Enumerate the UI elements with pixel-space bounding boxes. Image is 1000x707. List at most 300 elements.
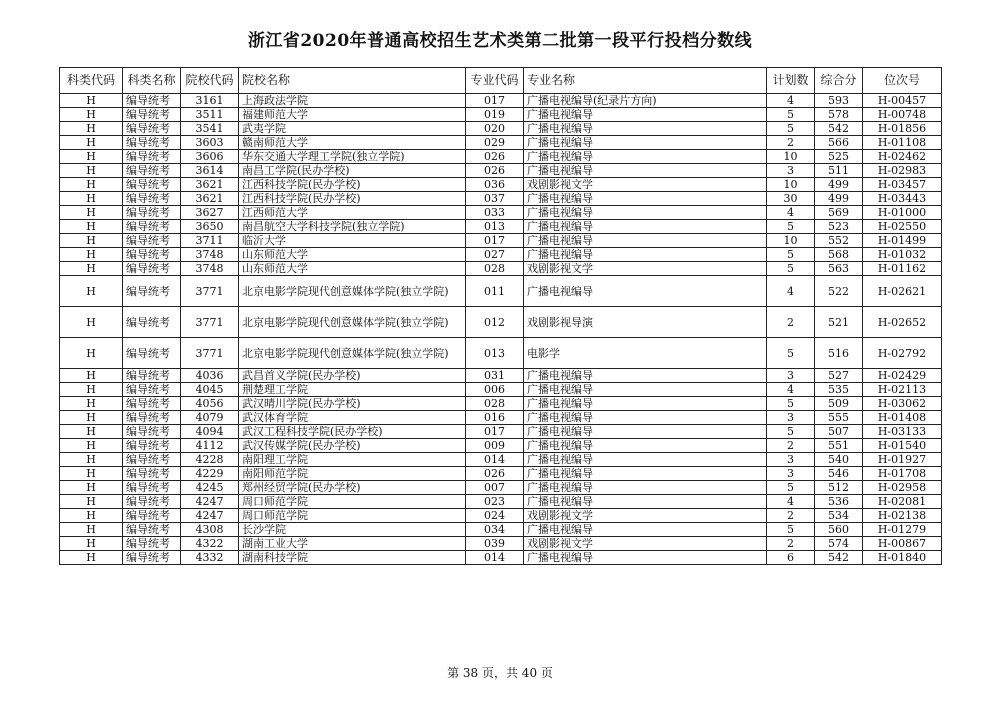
school-code-cell: 4245 [181,481,239,495]
table-row [60,481,942,495]
category-code-cell: H [60,523,123,537]
major-name-cell: 广播电视编导 [524,523,767,537]
rank-cell: H-02113 [863,383,942,397]
plan-count-cell: 2 [767,136,815,150]
major-code-cell: 026 [466,467,524,481]
school-code-cell: 3541 [181,122,239,136]
school-code-cell: 4322 [181,537,239,551]
major-code-cell: 029 [466,136,524,150]
school-code-cell: 4112 [181,439,239,453]
school-code-cell: 3511 [181,108,239,122]
school-code-cell: 3748 [181,262,239,276]
score-table [59,67,942,565]
column-header: 院校名称 [239,68,466,94]
category-name-cell: 编导统考 [123,509,181,523]
score-cell: 574 [815,537,863,551]
plan-count-cell: 10 [767,234,815,248]
score-cell: 569 [815,206,863,220]
rank-cell: H-01856 [863,122,942,136]
rank-cell: H-01540 [863,439,942,453]
major-code-cell: 014 [466,551,524,565]
category-name-cell: 编导统考 [123,523,181,537]
major-name-cell: 广播电视编导 [524,383,767,397]
category-name-cell: 编导统考 [123,425,181,439]
category-code-cell: H [60,509,123,523]
school-name-cell: 湖南科技学院 [239,551,466,565]
column-header: 综合分 [815,68,863,94]
rank-cell: H-00867 [863,537,942,551]
major-code-cell: 013 [466,220,524,234]
school-code-cell: 4228 [181,453,239,467]
category-code-cell: H [60,262,123,276]
major-name-cell: 广播电视编导 [524,276,767,307]
plan-count-cell: 3 [767,369,815,383]
school-name-cell: 南昌航空大学科技学院(独立学院) [239,220,466,234]
category-name-cell: 编导统考 [123,397,181,411]
school-name-cell: 山东师范大学 [239,248,466,262]
table-row [60,453,942,467]
table-row [60,248,942,262]
score-cell: 525 [815,150,863,164]
rank-cell: H-02792 [863,338,942,369]
category-name-cell: 编导统考 [123,192,181,206]
table-row [60,108,942,122]
school-code-cell: 3771 [181,307,239,338]
score-cell: 511 [815,164,863,178]
score-cell: 536 [815,495,863,509]
school-code-cell: 3748 [181,248,239,262]
school-name-cell: 湖南工业大学 [239,537,466,551]
table-row [60,164,942,178]
plan-count-cell: 4 [767,383,815,397]
plan-count-cell: 5 [767,338,815,369]
rank-cell: H-03133 [863,425,942,439]
rank-cell: H-02081 [863,495,942,509]
major-name-cell: 广播电视编导 [524,369,767,383]
plan-count-cell: 5 [767,523,815,537]
rank-cell: H-01408 [863,411,942,425]
category-code-cell: H [60,453,123,467]
school-code-cell: 4308 [181,523,239,537]
major-name-cell: 广播电视编导 [524,467,767,481]
category-name-cell: 编导统考 [123,276,181,307]
rank-cell: H-02983 [863,164,942,178]
major-name-cell: 广播电视编导 [524,206,767,220]
category-code-cell: H [60,537,123,551]
school-code-cell: 3650 [181,220,239,234]
category-code-cell: H [60,467,123,481]
category-name-cell: 编导统考 [123,206,181,220]
column-header: 计划数 [767,68,815,94]
category-code-cell: H [60,495,123,509]
category-name-cell: 编导统考 [123,338,181,369]
major-code-cell: 028 [466,397,524,411]
major-code-cell: 028 [466,262,524,276]
score-cell: 568 [815,248,863,262]
score-cell: 551 [815,439,863,453]
table-row [60,397,942,411]
plan-count-cell: 4 [767,94,815,108]
rank-cell: H-01000 [863,206,942,220]
table-row [60,551,942,565]
score-cell: 566 [815,136,863,150]
plan-count-cell: 3 [767,411,815,425]
rank-cell: H-01927 [863,453,942,467]
major-name-cell: 广播电视编导 [524,481,767,495]
table-row [60,262,942,276]
major-name-cell: 戏剧影视文学 [524,262,767,276]
category-code-cell: H [60,439,123,453]
major-code-cell: 034 [466,523,524,537]
rank-cell: H-01279 [863,523,942,537]
score-cell: 499 [815,178,863,192]
score-cell: 523 [815,220,863,234]
major-code-cell: 009 [466,439,524,453]
school-code-cell: 3627 [181,206,239,220]
school-name-cell: 北京电影学院现代创意媒体学院(独立学院) [239,338,466,369]
score-cell: 542 [815,551,863,565]
school-code-cell: 4094 [181,425,239,439]
major-code-cell: 024 [466,509,524,523]
score-cell: 578 [815,108,863,122]
category-code-cell: H [60,411,123,425]
column-header: 位次号 [863,68,942,94]
table-row [60,411,942,425]
table-row [60,276,942,307]
major-name-cell: 广播电视编导 [524,234,767,248]
score-cell: 593 [815,94,863,108]
school-code-cell: 4036 [181,369,239,383]
school-name-cell: 江西科技学院(民办学校) [239,192,466,206]
major-name-cell: 广播电视编导 [524,411,767,425]
category-name-cell: 编导统考 [123,108,181,122]
school-name-cell: 北京电影学院现代创意媒体学院(独立学院) [239,307,466,338]
major-code-cell: 016 [466,411,524,425]
category-code-cell: H [60,551,123,565]
table-row [60,425,942,439]
school-code-cell: 4247 [181,495,239,509]
rank-cell: H-02429 [863,369,942,383]
category-name-cell: 编导统考 [123,122,181,136]
score-cell: 507 [815,425,863,439]
column-header: 院校代码 [181,68,239,94]
school-name-cell: 周口师范学院 [239,509,466,523]
major-name-cell: 广播电视编导 [524,108,767,122]
major-code-cell: 017 [466,94,524,108]
table-row [60,509,942,523]
school-name-cell: 郑州经贸学院(民办学校) [239,481,466,495]
plan-count-cell: 5 [767,262,815,276]
score-cell: 542 [815,122,863,136]
score-cell: 534 [815,509,863,523]
plan-count-cell: 5 [767,220,815,234]
major-name-cell: 广播电视编导 [524,122,767,136]
table-row [60,220,942,234]
table-row [60,206,942,220]
school-code-cell: 3603 [181,136,239,150]
category-name-cell: 编导统考 [123,150,181,164]
category-name-cell: 编导统考 [123,248,181,262]
category-name-cell: 编导统考 [123,537,181,551]
category-code-cell: H [60,192,123,206]
rank-cell: H-03443 [863,192,942,206]
score-cell: 499 [815,192,863,206]
school-name-cell: 南昌工学院(民办学校) [239,164,466,178]
category-name-cell: 编导统考 [123,164,181,178]
category-code-cell: H [60,276,123,307]
score-cell: 535 [815,383,863,397]
plan-count-cell: 2 [767,439,815,453]
school-code-cell: 4247 [181,509,239,523]
rank-cell: H-02550 [863,220,942,234]
major-name-cell: 电影学 [524,338,767,369]
category-code-cell: H [60,136,123,150]
school-code-cell: 3771 [181,338,239,369]
table-row [60,523,942,537]
school-name-cell: 江西科技学院(民办学校) [239,178,466,192]
table-row [60,369,942,383]
school-code-cell: 3771 [181,276,239,307]
plan-count-cell: 3 [767,453,815,467]
category-name-cell: 编导统考 [123,383,181,397]
major-code-cell: 027 [466,248,524,262]
school-name-cell: 江西师范大学 [239,206,466,220]
school-name-cell: 武汉体育学院 [239,411,466,425]
major-code-cell: 023 [466,495,524,509]
school-name-cell: 武汉传媒学院(民办学校) [239,439,466,453]
rank-cell: H-02621 [863,276,942,307]
rank-cell: H-03062 [863,397,942,411]
school-code-cell: 3606 [181,150,239,164]
table-row [60,467,942,481]
category-name-cell: 编导统考 [123,551,181,565]
table-row [60,307,942,338]
rank-cell: H-01840 [863,551,942,565]
category-name-cell: 编导统考 [123,94,181,108]
column-header: 专业代码 [466,68,524,94]
score-cell: 555 [815,411,863,425]
plan-count-cell: 3 [767,467,815,481]
category-name-cell: 编导统考 [123,439,181,453]
column-header: 科类代码 [60,68,123,94]
major-name-cell: 戏剧影视文学 [524,178,767,192]
category-name-cell: 编导统考 [123,262,181,276]
major-code-cell: 026 [466,164,524,178]
major-name-cell: 广播电视编导 [524,453,767,467]
category-code-cell: H [60,150,123,164]
major-code-cell: 007 [466,481,524,495]
major-code-cell: 020 [466,122,524,136]
rank-cell: H-02958 [863,481,942,495]
score-cell: 560 [815,523,863,537]
table-header-row [60,68,942,94]
school-name-cell: 华东交通大学理工学院(独立学院) [239,150,466,164]
school-name-cell: 福建师范大学 [239,108,466,122]
category-name-cell: 编导统考 [123,178,181,192]
category-code-cell: H [60,248,123,262]
major-code-cell: 033 [466,206,524,220]
school-code-cell: 3711 [181,234,239,248]
major-name-cell: 广播电视编导(纪录片方向) [524,94,767,108]
school-name-cell: 上海政法学院 [239,94,466,108]
major-name-cell: 广播电视编导 [524,192,767,206]
category-name-cell: 编导统考 [123,453,181,467]
rank-cell: H-01162 [863,262,942,276]
plan-count-cell: 5 [767,122,815,136]
school-name-cell: 武夷学院 [239,122,466,136]
category-code-cell: H [60,307,123,338]
rank-cell: H-01032 [863,248,942,262]
table-row [60,94,942,108]
major-name-cell: 广播电视编导 [524,551,767,565]
rank-cell: H-01708 [863,467,942,481]
major-code-cell: 006 [466,383,524,397]
major-name-cell: 广播电视编导 [524,220,767,234]
major-code-cell: 017 [466,234,524,248]
table-row [60,338,942,369]
major-name-cell: 广播电视编导 [524,495,767,509]
category-code-cell: H [60,94,123,108]
table-row [60,192,942,206]
major-name-cell: 广播电视编导 [524,397,767,411]
category-code-cell: H [60,397,123,411]
score-cell: 509 [815,397,863,411]
school-code-cell: 3621 [181,178,239,192]
major-name-cell: 广播电视编导 [524,164,767,178]
category-code-cell: H [60,220,123,234]
school-name-cell: 临沂大学 [239,234,466,248]
school-code-cell: 4332 [181,551,239,565]
plan-count-cell: 2 [767,307,815,338]
major-code-cell: 017 [466,425,524,439]
school-code-cell: 4079 [181,411,239,425]
plan-count-cell: 30 [767,192,815,206]
score-cell: 546 [815,467,863,481]
category-code-cell: H [60,206,123,220]
score-cell: 512 [815,481,863,495]
rank-cell: H-03457 [863,178,942,192]
plan-count-cell: 5 [767,397,815,411]
table-row [60,136,942,150]
rank-cell: H-00748 [863,108,942,122]
table-row [60,234,942,248]
score-cell: 522 [815,276,863,307]
major-name-cell: 广播电视编导 [524,136,767,150]
major-code-cell: 019 [466,108,524,122]
rank-cell: H-02652 [863,307,942,338]
page-footer: 第 38 页，共 40 页 [447,666,553,680]
category-code-cell: H [60,383,123,397]
major-code-cell: 036 [466,178,524,192]
category-name-cell: 编导统考 [123,234,181,248]
school-code-cell: 4056 [181,397,239,411]
plan-count-cell: 4 [767,276,815,307]
school-name-cell: 武汉晴川学院(民办学校) [239,397,466,411]
score-cell: 521 [815,307,863,338]
category-name-cell: 编导统考 [123,481,181,495]
table-row [60,537,942,551]
table-row [60,150,942,164]
category-name-cell: 编导统考 [123,369,181,383]
school-code-cell: 3161 [181,94,239,108]
plan-count-cell: 2 [767,537,815,551]
category-code-cell: H [60,164,123,178]
category-code-cell: H [60,234,123,248]
column-header: 专业名称 [524,68,767,94]
score-cell: 552 [815,234,863,248]
major-name-cell: 戏剧影视文学 [524,537,767,551]
category-code-cell: H [60,122,123,136]
table-row [60,122,942,136]
school-code-cell: 3614 [181,164,239,178]
major-name-cell: 广播电视编导 [524,150,767,164]
score-cell: 516 [815,338,863,369]
school-name-cell: 荆楚理工学院 [239,383,466,397]
school-code-cell: 4045 [181,383,239,397]
score-cell: 527 [815,369,863,383]
major-name-cell: 广播电视编导 [524,425,767,439]
table-row [60,439,942,453]
category-code-cell: H [60,425,123,439]
major-name-cell: 戏剧影视文学 [524,509,767,523]
school-name-cell: 赣南师范大学 [239,136,466,150]
school-code-cell: 3621 [181,192,239,206]
table-row [60,178,942,192]
school-name-cell: 南阳理工学院 [239,453,466,467]
school-name-cell: 武昌首义学院(民办学校) [239,369,466,383]
plan-count-cell: 2 [767,509,815,523]
score-cell: 563 [815,262,863,276]
plan-count-cell: 10 [767,178,815,192]
school-name-cell: 北京电影学院现代创意媒体学院(独立学院) [239,276,466,307]
plan-count-cell: 4 [767,495,815,509]
category-name-cell: 编导统考 [123,495,181,509]
major-code-cell: 014 [466,453,524,467]
category-code-cell: H [60,178,123,192]
school-name-cell: 武汉工程科技学院(民办学校) [239,425,466,439]
plan-count-cell: 5 [767,481,815,495]
plan-count-cell: 5 [767,248,815,262]
school-code-cell: 4229 [181,467,239,481]
rank-cell: H-02138 [863,509,942,523]
major-code-cell: 026 [466,150,524,164]
table-row [60,383,942,397]
category-name-cell: 编导统考 [123,467,181,481]
major-code-cell: 039 [466,537,524,551]
category-code-cell: H [60,338,123,369]
rank-cell: H-02462 [863,150,942,164]
major-code-cell: 012 [466,307,524,338]
major-name-cell: 广播电视编导 [524,248,767,262]
plan-count-cell: 3 [767,164,815,178]
rank-cell: H-01108 [863,136,942,150]
plan-count-cell: 5 [767,108,815,122]
major-code-cell: 031 [466,369,524,383]
table-body [60,94,942,565]
category-name-cell: 编导统考 [123,220,181,234]
school-name-cell: 周口师范学院 [239,495,466,509]
major-name-cell: 戏剧影视导演 [524,307,767,338]
rank-cell: H-01499 [863,234,942,248]
school-name-cell: 山东师范大学 [239,262,466,276]
category-code-cell: H [60,481,123,495]
column-header: 科类名称 [123,68,181,94]
plan-count-cell: 4 [767,206,815,220]
table-row [60,495,942,509]
rank-cell: H-00457 [863,94,942,108]
school-name-cell: 长沙学院 [239,523,466,537]
page-title: 浙江省2020年普通高校招生艺术类第二批第一段平行投档分数线 [247,31,753,51]
